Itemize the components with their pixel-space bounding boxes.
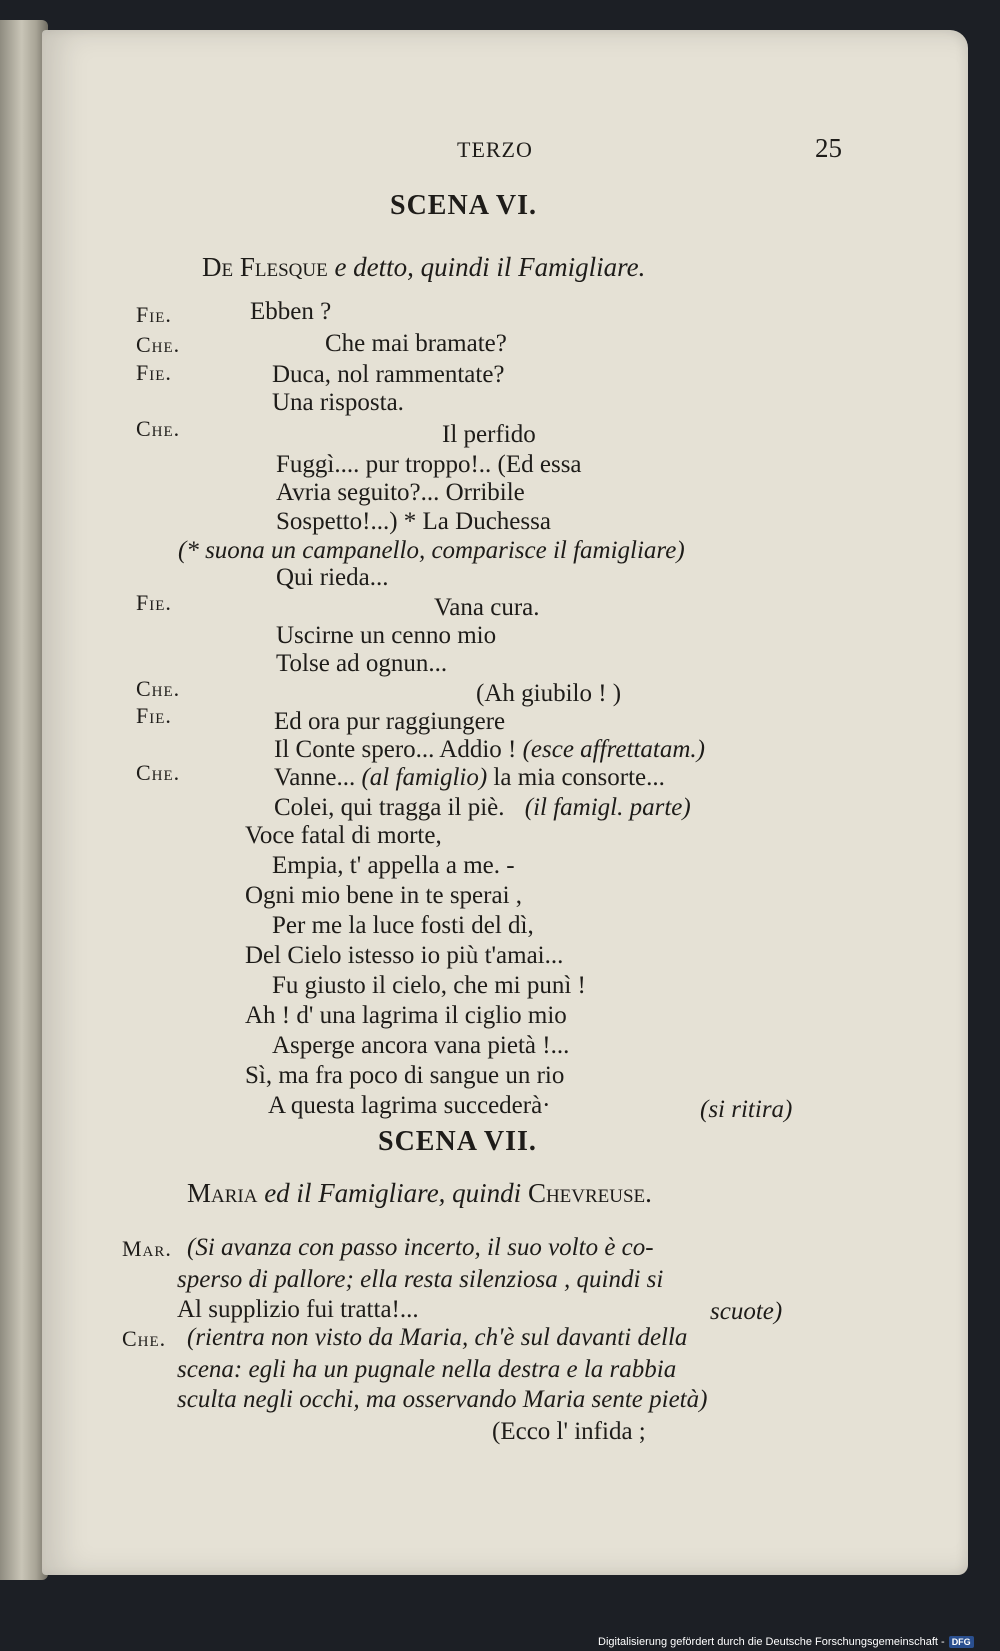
stage-direction: (al famiglio) <box>361 764 488 791</box>
verse-line: Tolse ad ognun... <box>276 650 448 677</box>
verse-line: Ebben ? <box>250 298 332 325</box>
stage-direction: sculta negli occhi, ma osservando Maria sente pietà) <box>177 1386 708 1413</box>
speaker-label: Che. <box>136 760 181 785</box>
verse-line: Empia, t' appella a me. - <box>272 852 515 879</box>
running-title: TERZO <box>457 137 533 162</box>
stage-direction: (si ritira) <box>700 1096 793 1123</box>
scene-6-title: SCENA VI. <box>390 190 537 221</box>
verse-text: Vanne... <box>274 764 356 791</box>
stage-direction: scuote) <box>710 1298 783 1325</box>
verse-line: Asperge ancora vana pietà !... <box>272 1032 570 1059</box>
stage-direction: sperso di pallore; ella resta silenziosa , quindi si <box>177 1266 664 1293</box>
verse-text: Il Conte spero... Addio ! <box>274 736 517 763</box>
verse-line: A questa lagrima succederà· <box>268 1092 551 1119</box>
verse-line: Duca, nol rammentate? <box>272 361 505 388</box>
stage-direction: (Si avanza con passo incerto, il suo volto è co- <box>187 1234 654 1261</box>
verse-line: Sì, ma fra poco di sangue un rio <box>245 1062 565 1089</box>
verse-line: Qui rieda... <box>276 564 389 591</box>
stage-direction: (* suona un campanello, comparisce il famigliare) <box>178 537 685 564</box>
verse-line: Il perfido <box>442 421 536 448</box>
verse-line: Ah ! d' una lagrima il ciglio mio <box>245 1002 567 1029</box>
stage-direction: (rientra non visto da Maria, ch'è sul davanti della <box>187 1324 688 1351</box>
speaker-label: Che. <box>136 332 181 357</box>
verse-line: Sospetto!...) * La Duchessa <box>276 508 551 535</box>
stage-direction: (il famigl. parte) <box>524 794 691 821</box>
verse-line: Uscirne un cenno mio <box>276 622 497 649</box>
scene-6-cast <box>202 252 645 283</box>
speaker-label: Che. <box>136 676 181 701</box>
speaker-label: Mar. <box>122 1236 172 1261</box>
scene-7-cast <box>187 1178 652 1209</box>
cast-description: ed il Famigliare, quindi <box>264 1178 522 1208</box>
speaker-label: Fie. <box>136 302 172 327</box>
verse-line: Fu giusto il cielo, che mi punì ! <box>272 972 586 999</box>
footer-credit: Digitalisierung gefördert durch die Deutsche Forschungsgemeinschaft - <box>598 1636 945 1648</box>
verse-text: la mia consorte... <box>493 764 665 791</box>
verse-line: Avria seguito?... Orribile <box>276 479 525 506</box>
cast-name-de-flesque: De Flesque <box>202 252 328 282</box>
stage-direction: (esce affrettatam.) <box>522 736 705 763</box>
verse-line: (Ecco l' infida ; <box>492 1418 646 1445</box>
verse-line: Voce fatal di morte, <box>245 822 442 849</box>
verse-line: Ed ora pur raggiungere <box>274 708 506 735</box>
verse-line: Vana cura. <box>434 594 540 621</box>
book-page <box>42 30 968 1575</box>
verse-line: Al supplizio fui tratta!... <box>177 1296 419 1323</box>
speaker-label: Che. <box>136 416 181 441</box>
verse-line: Che mai bramate? <box>325 330 507 357</box>
verse-text: Colei, qui tragga il piè. <box>274 794 505 821</box>
stage-direction: scena: egli ha un pugnale nella destra e la rabbia <box>177 1356 677 1383</box>
verse-line: Per me la luce fosti del dì, <box>272 912 534 939</box>
dfg-logo-icon: DFG <box>949 1636 974 1648</box>
verse-line: Fuggì.... pur troppo!.. (Ed essa <box>276 451 582 478</box>
digitization-footer <box>598 1634 974 1650</box>
page-number: 25 <box>815 133 842 163</box>
book-binding-edge <box>0 20 48 1580</box>
speaker-label: Fie. <box>136 703 172 728</box>
speaker-label: Fie. <box>136 360 172 385</box>
verse-line <box>274 764 665 792</box>
cast-name-maria: Maria <box>187 1178 258 1208</box>
scene-7-title: SCENA VII. <box>378 1126 537 1157</box>
verse-line: (Ah giubilo ! ) <box>476 680 622 707</box>
verse-line <box>274 794 691 822</box>
verse-line: Del Cielo istesso io più t'amai... <box>245 942 564 969</box>
speaker-label: Che. <box>122 1326 167 1351</box>
verse-line <box>274 736 705 764</box>
cast-name-chevreuse: Chevreuse. <box>527 1178 652 1208</box>
verse-line: Ogni mio bene in te sperai , <box>245 882 523 909</box>
cast-description: e detto, quindi il Famigliare. <box>334 252 646 282</box>
verse-line: Una risposta. <box>272 389 404 416</box>
speaker-label: Fie. <box>136 590 172 615</box>
